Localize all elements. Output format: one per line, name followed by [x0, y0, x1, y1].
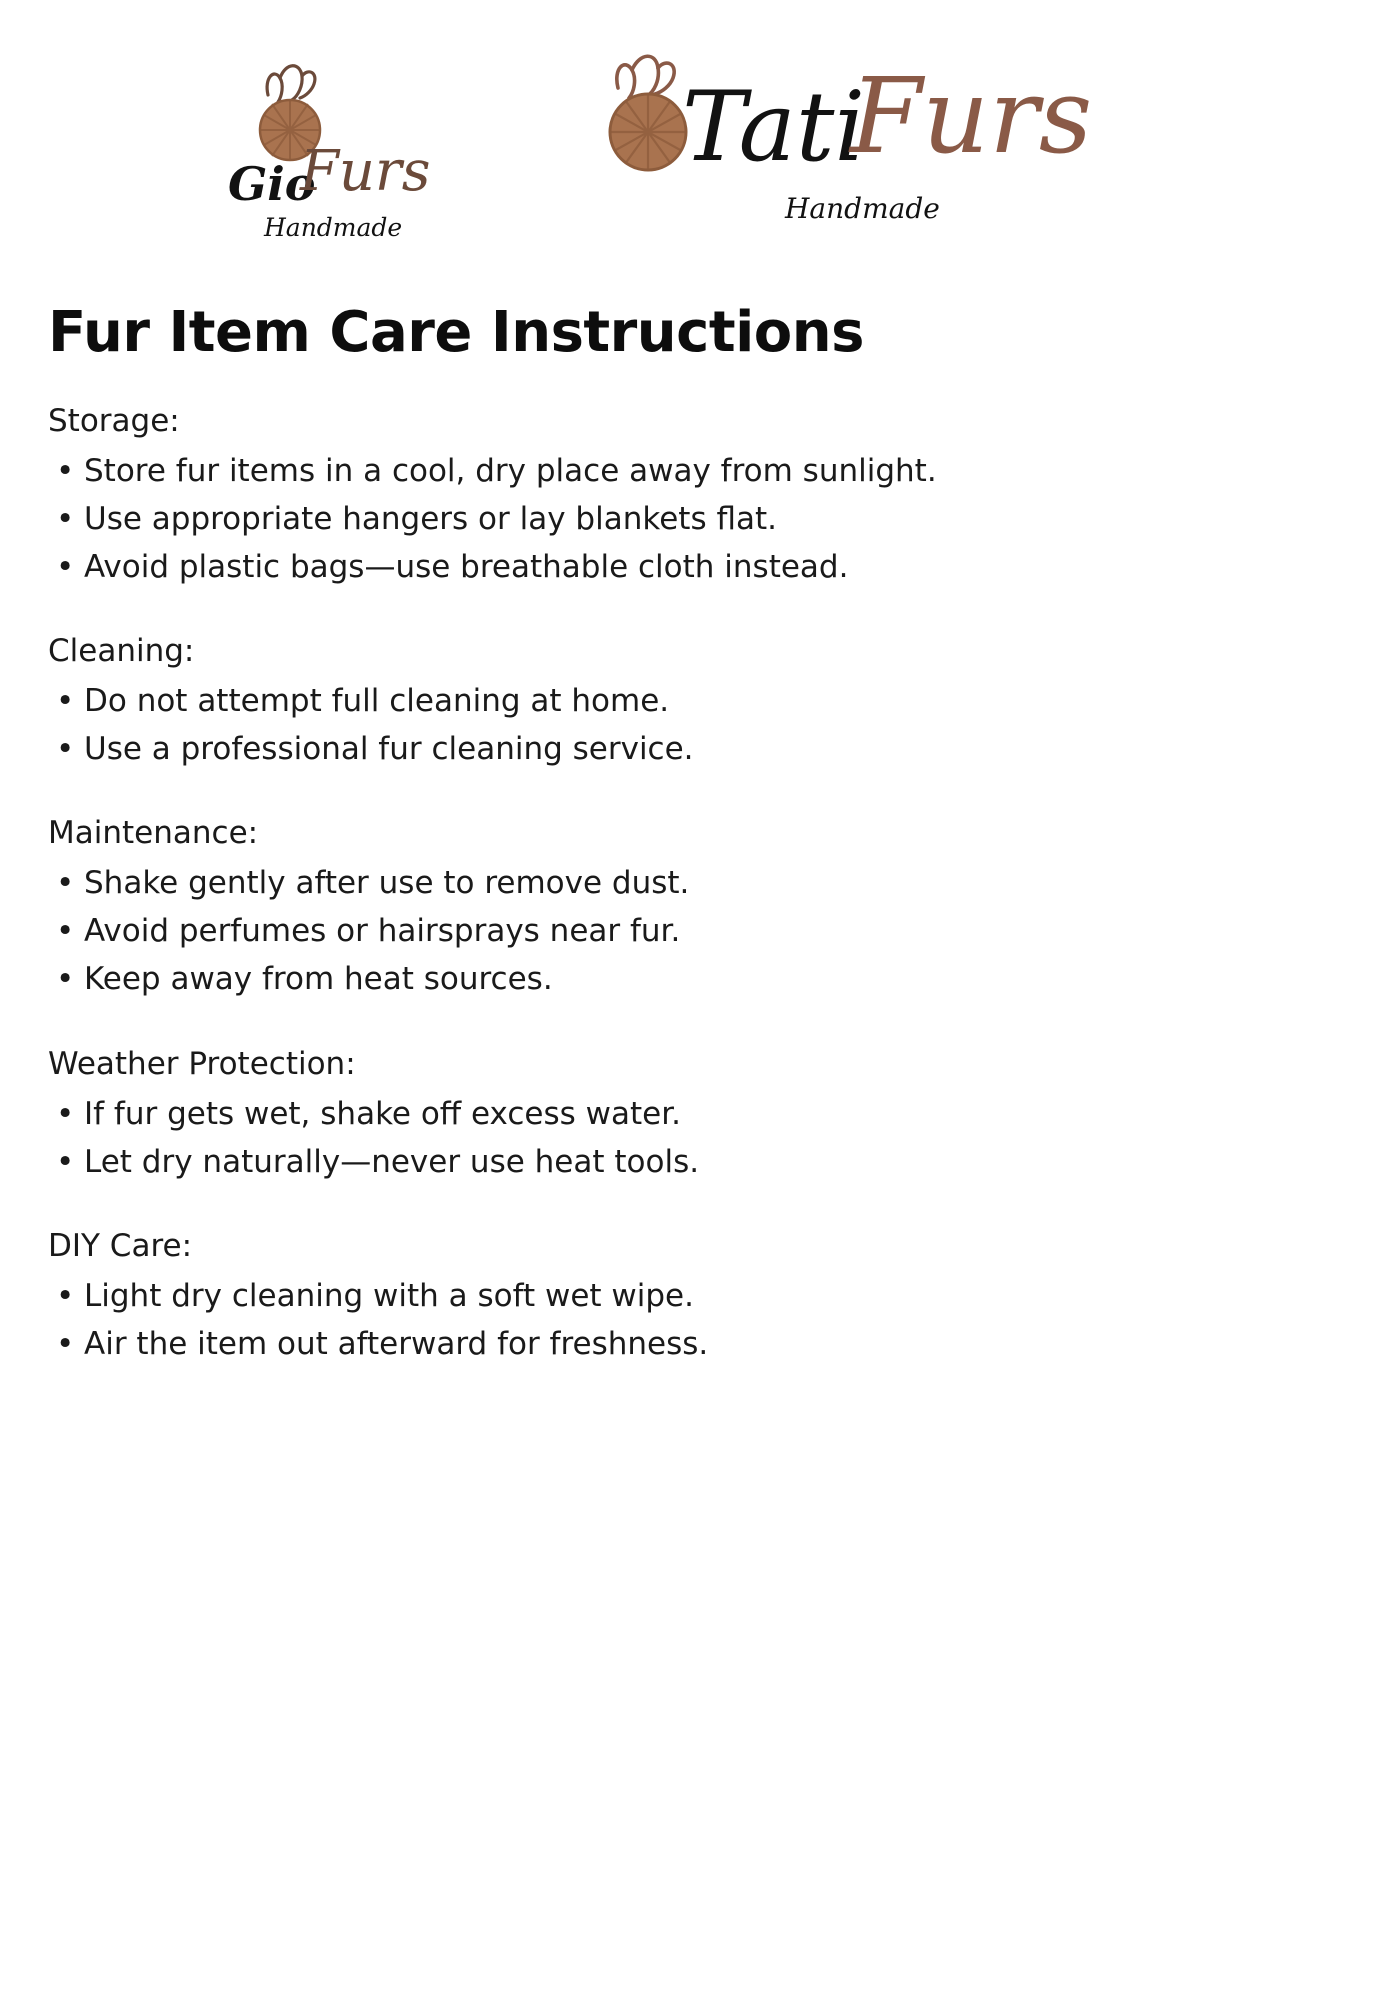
list-item: • Do not attempt full cleaning at home. [48, 677, 1352, 725]
tatifurs-tagline: Handmade [785, 192, 940, 225]
section-bullet-list [48, 859, 1352, 1003]
giofurs-brand-script: Furs [300, 139, 431, 204]
care-instructions-document [0, 300, 1400, 1368]
giofurs-tagline: Handmade [264, 213, 403, 242]
section-heading: Maintenance: [48, 815, 259, 852]
care-section [48, 397, 1352, 591]
giofurs-logo [228, 40, 488, 290]
list-item: • If fur gets wet, shake off excess water. [48, 1090, 1352, 1138]
giofurs-logo-graphic [228, 40, 488, 290]
section-heading: Storage: [48, 403, 180, 439]
section-heading: Weather Protection: [48, 1045, 356, 1082]
section-bullet-list [48, 1090, 1352, 1186]
list-item: • Use appropriate hangers or lay blankets flat. [48, 495, 1352, 543]
page-title: Fur Item Care Instructions [48, 300, 864, 365]
tatifurs-logo [600, 40, 1100, 290]
tatifurs-brand-script: Furs [850, 55, 1093, 177]
list-item: • Light dry cleaning with a soft wet wipe. [48, 1272, 1352, 1320]
list-item: • Air the item out afterward for freshness. [48, 1320, 1352, 1368]
care-section [48, 627, 1352, 773]
section-bullet-list [48, 677, 1352, 773]
section-bullet-list [48, 447, 1352, 591]
section-heading: DIY Care: [48, 1227, 193, 1264]
list-item: • Store fur items in a cool, dry place away from sunlight. [48, 447, 1352, 495]
section-heading: Cleaning: [48, 633, 195, 670]
list-item: • Shake gently after use to remove dust. [48, 859, 1352, 907]
care-section [48, 1222, 1352, 1368]
list-item: • Use a professional fur cleaning service. [48, 725, 1352, 773]
list-item: • Let dry naturally—never use heat tools. [48, 1138, 1352, 1186]
pompom-icon [610, 94, 686, 170]
list-item: • Keep away from heat sources. [48, 955, 1352, 1003]
tatifurs-logo-graphic [600, 40, 1100, 290]
list-item: • Avoid perfumes or hairsprays near fur. [48, 907, 1352, 955]
list-item: • Avoid plastic bags—use breathable cloth instead. [48, 543, 1352, 591]
giofurs-brand-main: Gio [228, 157, 316, 211]
sections-container [48, 397, 1352, 1368]
care-section [48, 1040, 1352, 1186]
care-section [48, 809, 1352, 1003]
logo-band [0, 0, 1400, 300]
section-bullet-list [48, 1272, 1352, 1368]
tatifurs-brand-main: Tati [682, 71, 866, 183]
